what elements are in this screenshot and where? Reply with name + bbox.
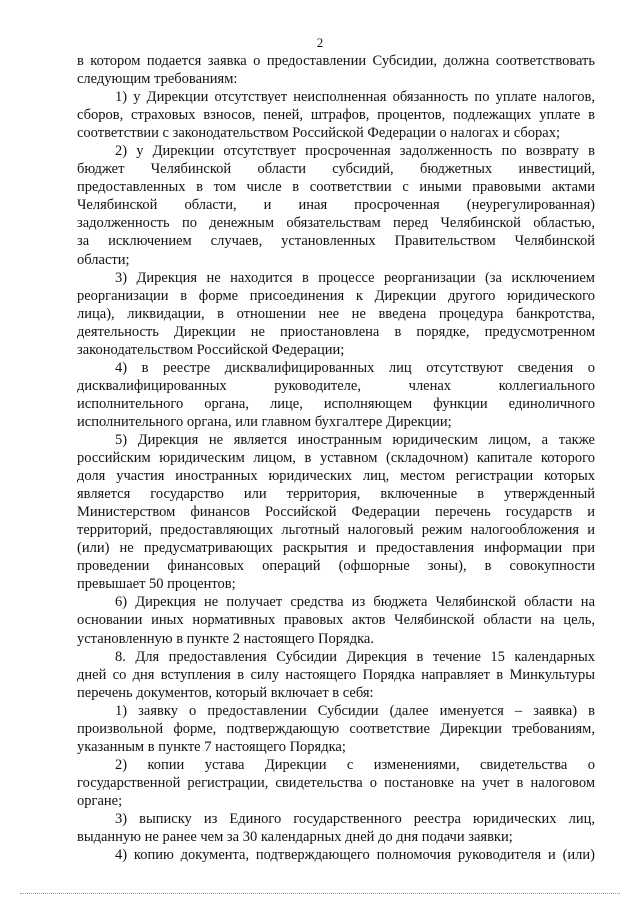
text-line: 6) Дирекция не получает средства из бюджета Челябинской области на — [115, 594, 595, 611]
text-line: Челябинской области, и иная просроченная (неурегулированная) — [77, 197, 595, 214]
text-line: исполнительного органа, или главном бухгалтере Дирекции; — [77, 413, 452, 430]
text-line: основании иных нормативных правовых актов Челябинской области на цель, — [77, 612, 595, 629]
paragraph — [77, 846, 595, 864]
paragraph — [77, 431, 595, 593]
text-line: дней со дня вступления в силу настоящего Порядка направляет в Минкультуры — [77, 666, 595, 683]
text-line: Министерством финансов Российской Федерации перечень государств и — [77, 504, 595, 521]
text-line: сборов, страховых взносов, пеней, штрафов, процентов, подлежащих уплате в — [77, 107, 595, 124]
text-line: задолженность по денежным обязательствам перед Челябинской областью, — [77, 215, 595, 232]
document-body — [77, 52, 595, 864]
text-line: проведении финансовых операций (офшорные зоны), в совокупности — [77, 558, 595, 575]
paragraph — [77, 359, 595, 431]
text-line: указанным в пункте 7 настоящего Порядка; — [77, 738, 346, 755]
text-line: 3) выписку из Единого государственного реестра юридических лиц, — [115, 810, 595, 827]
paragraph — [77, 810, 595, 846]
text-line: органе; — [77, 792, 123, 809]
text-line: доля участия иностранных юридических лиц, местом регистрации которых — [77, 468, 595, 485]
text-line: произвольной форме, подтверждающую соответствие Дирекции требованиям, — [77, 720, 595, 737]
text-line: в котором подается заявка о предоставлении Субсидии, должна соответствовать — [77, 53, 595, 69]
text-line: 5) Дирекция не является иностранным юридическим лицом, а также — [115, 431, 595, 448]
text-line: лица), ликвидации, в отношении нее не введена процедура банкротства, — [77, 305, 595, 322]
text-line: предоставленных в том числе в соответствии с иными правовыми актами — [77, 179, 595, 196]
paragraph — [77, 702, 595, 756]
text-line: области; — [77, 251, 130, 268]
paragraph — [77, 52, 595, 88]
text-line: перечень документов, который включает в себя: — [77, 684, 374, 701]
paragraph — [77, 593, 595, 647]
text-line: 8. Для предоставления Субсидии Дирекция в течение 15 календарных — [115, 648, 595, 665]
text-line: 1) заявку о предоставлении Субсидии (далее именуется – заявка) в — [115, 702, 595, 719]
text-line: российским юридическим лицом, в уставном (складочном) капитале которого — [77, 450, 595, 467]
text-line: территорий, предоставляющих льготный налоговый режим налогообложения и — [77, 522, 595, 539]
page-bottom-edge — [20, 893, 620, 894]
text-line: выданную не ранее чем за 30 календарных дней до дня подачи заявки; — [77, 829, 513, 846]
text-line: 2) у Дирекции отсутствует просроченная задолженность по возврату в — [115, 143, 595, 160]
paragraph — [77, 648, 595, 702]
text-line: государственной регистрации, свидетельства о постановке на учет в налоговом — [77, 774, 595, 791]
text-line: соответствии с законодательством Российской Федерации о налогах и сборах; — [77, 125, 561, 142]
text-line: бюджет Челябинской области субсидий, бюджетных инвестиций, — [77, 161, 595, 178]
text-line: (или) не предусматривающих раскрытия и предоставления информации при — [77, 540, 595, 557]
text-line: следующим требованиям: — [77, 71, 238, 88]
text-line: 4) в реестре дисквалифицированных лиц отсутствуют сведения о — [115, 359, 595, 376]
paragraph — [77, 142, 595, 268]
paragraph — [77, 269, 595, 359]
paragraph — [77, 88, 595, 142]
text-line: 4) копию документа, подтверждающего полномочия руководителя и (или) — [115, 847, 595, 864]
paragraph — [77, 756, 595, 810]
text-line: деятельность Дирекции не приостановлена в порядке, предусмотренном — [77, 323, 595, 340]
text-line: законодательством Российской Федерации; — [77, 341, 345, 358]
text-line: установленную в пункте 2 настоящего Порядка. — [77, 630, 374, 647]
page-number: 2 — [316, 35, 324, 50]
text-line: за исключением случаев, установленных Правительством Челябинской — [77, 233, 595, 250]
text-line: реорганизации в форме присоединения к Дирекции другого юридического — [77, 287, 595, 304]
text-line: исполнительного органа, лице, исполняющем функции единоличного — [77, 395, 595, 412]
text-line: 3) Дирекция не находится в процессе реорганизации (за исключением — [115, 269, 595, 286]
text-line: 2) копии устава Дирекции с изменениями, свидетельства о — [115, 756, 595, 773]
text-line: дисквалифицированных руководителе, членах коллегиального — [77, 377, 595, 394]
text-line: 1) у Дирекции отсутствует неисполненная обязанность по уплате налогов, — [115, 89, 595, 106]
text-line: превышает 50 процентов; — [77, 576, 236, 593]
text-line: является государство или территория, включенные в утвержденный — [77, 486, 595, 503]
